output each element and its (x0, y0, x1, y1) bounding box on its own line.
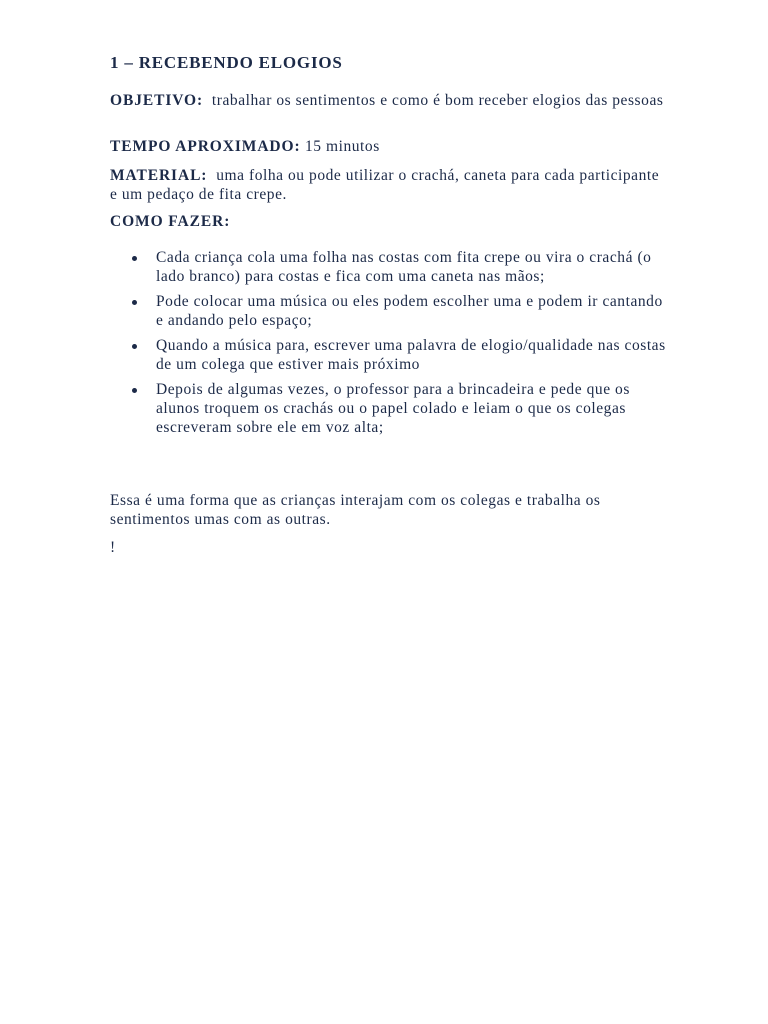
tempo-paragraph (110, 137, 670, 156)
bullet-icon (132, 388, 137, 393)
material-text: uma folha ou pode utilizar o crachá, caneta para cada participante e um pedaço de fita crepe. (110, 167, 664, 203)
bullet-icon (132, 300, 137, 305)
objetivo-label: OBJETIVO: (110, 92, 204, 109)
bullet-icon (132, 344, 137, 349)
closing-paragraph: Essa é uma forma que as crianças interajam com os colegas e trabalha os sentimentos umas com as outras. (110, 492, 601, 528)
exclamation-mark: ! (110, 539, 116, 556)
step-text: Pode colocar uma música ou eles podem escolher uma e podem ir cantando e andando pelo espaço; (156, 293, 663, 329)
steps-list (110, 248, 670, 443)
step-text: Depois de algumas vezes, o professor para a brincadeira e pede que os alunos troquem os crachás ou o papel colado e leiam o que os colegas escreveram sobre ele em voz alta; (156, 381, 630, 436)
list-item (110, 292, 670, 330)
como-fazer-heading (110, 212, 670, 231)
bullet-icon (132, 256, 137, 261)
list-item (110, 248, 670, 286)
objetivo-text: trabalhar os sentimentos e como é bom receber elogios das pessoas (203, 92, 664, 109)
objetivo-paragraph (110, 91, 670, 110)
document-title: 1 – RECEBENDO ELOGIOS (110, 53, 343, 72)
tempo-label: TEMPO APROXIMADO: (110, 138, 301, 155)
list-item (110, 380, 670, 437)
material-label: MATERIAL: (110, 167, 208, 184)
step-text: Cada criança cola uma folha nas costas com fita crepe ou vira o crachá (o lado branco) para costas e fica com uma caneta nas mãos; (156, 249, 652, 285)
list-item (110, 336, 670, 374)
tempo-text: 15 minutos (300, 138, 380, 155)
como-fazer-label: COMO FAZER: (110, 213, 231, 230)
material-paragraph (110, 166, 670, 204)
step-text: Quando a música para, escrever uma palavra de elogio/qualidade nas costas de um colega que estiver mais próximo (156, 337, 666, 373)
